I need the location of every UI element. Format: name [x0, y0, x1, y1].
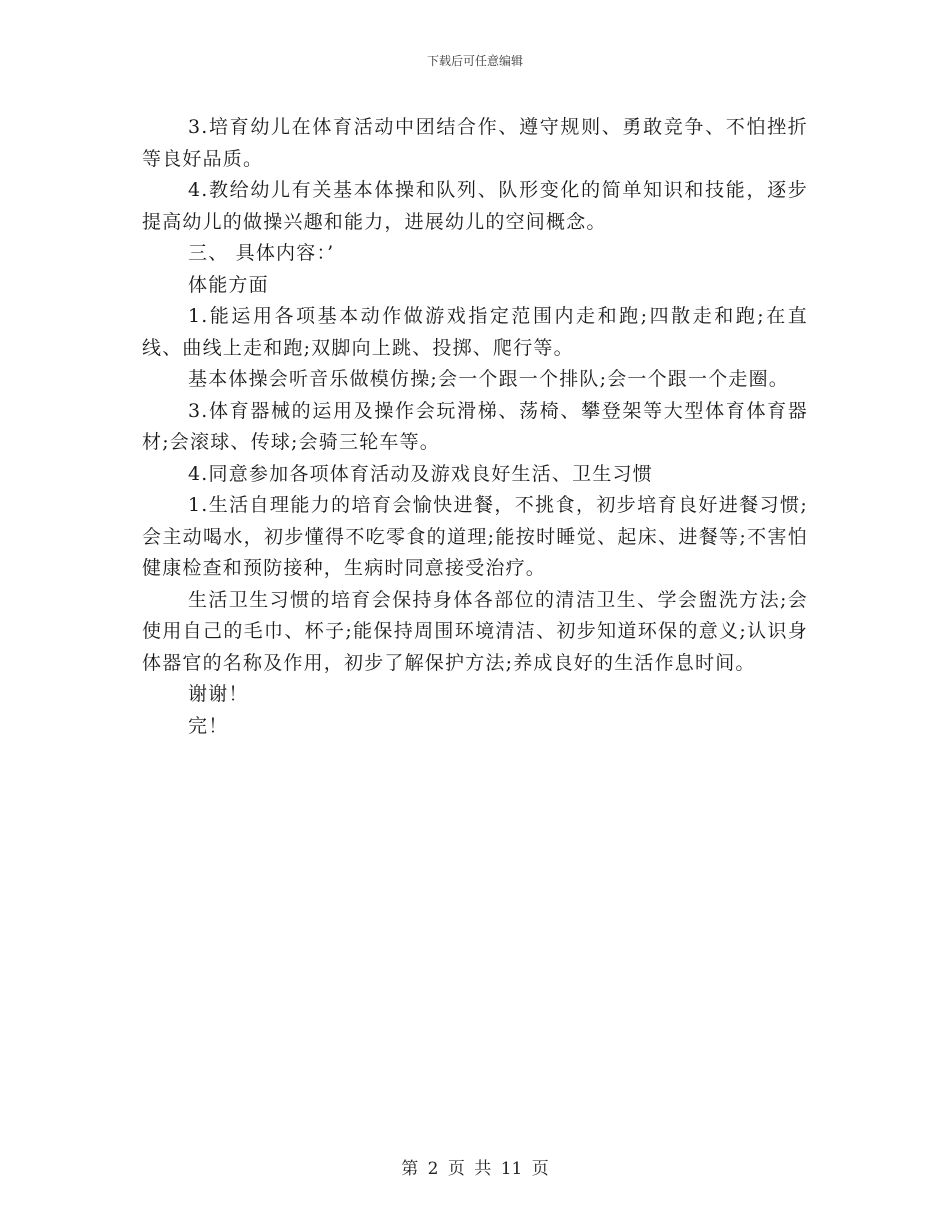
paragraph-basic-gymnastics: 基本体操会听音乐做模仿操;会一个跟一个排队;会一个跟一个走圈。 [188, 368, 790, 390]
paragraph-item-3: 3.培育幼儿在体育活动中团结合作、遵守规则、勇敢竞争、不怕挫折等良好品质。 [142, 116, 808, 170]
closing-thanks: 谢谢！ [188, 683, 249, 705]
paragraph-basic-movements: 1.能运用各项基本动作做游戏指定范围内走和跑;四散走和跑;在直线、曲线上走和跑;双脚向上跳、投掷、爬行等。 [142, 305, 808, 359]
closing-end: 完！ [188, 714, 229, 737]
subheading-physical: 体能方面 [188, 273, 269, 296]
document-body [142, 112, 808, 742]
page-footer: 第 2 页 共 11 页 [401, 1159, 549, 1179]
section-heading-content: 三、 具体内容：’ [188, 242, 335, 264]
paragraph-equipment: 3.体育器械的运用及操作会玩滑梯、荡椅、攀登架等大型体育体育器材;会滚球、传球;会骑三轮车等。 [142, 399, 808, 453]
paragraph-activities-habits: 4.同意参加各项体育活动及游戏良好生活、卫生习惯 [188, 462, 653, 485]
page-header: 下载后可任意编辑 [426, 54, 523, 68]
paragraph-hygiene-habits: 生活卫生习惯的培育会保持身体各部位的清洁卫生、学会盥洗方法;会使用自己的毛巾、杯子;能保持周围环境清洁、初步知道环保的意义;认识身体器官的名称及作用，初步了解保护方法;养成良好的生活作息时间。 [142, 588, 808, 674]
paragraph-item-4: 4.教给幼儿有关基本体操和队列、队形变化的简单知识和技能，逐步提高幼儿的做操兴趣和能力，进展幼儿的空间概念。 [142, 179, 808, 233]
paragraph-self-care: 1.生活自理能力的培育会愉快进餐，不挑食，初步培育良好进餐习惯;会主动喝水，初步懂得不吃零食的道理;能按时睡觉、起床、进餐等;不害怕健康检查和预防接种，生病时同意接受治疗。 [142, 494, 808, 579]
